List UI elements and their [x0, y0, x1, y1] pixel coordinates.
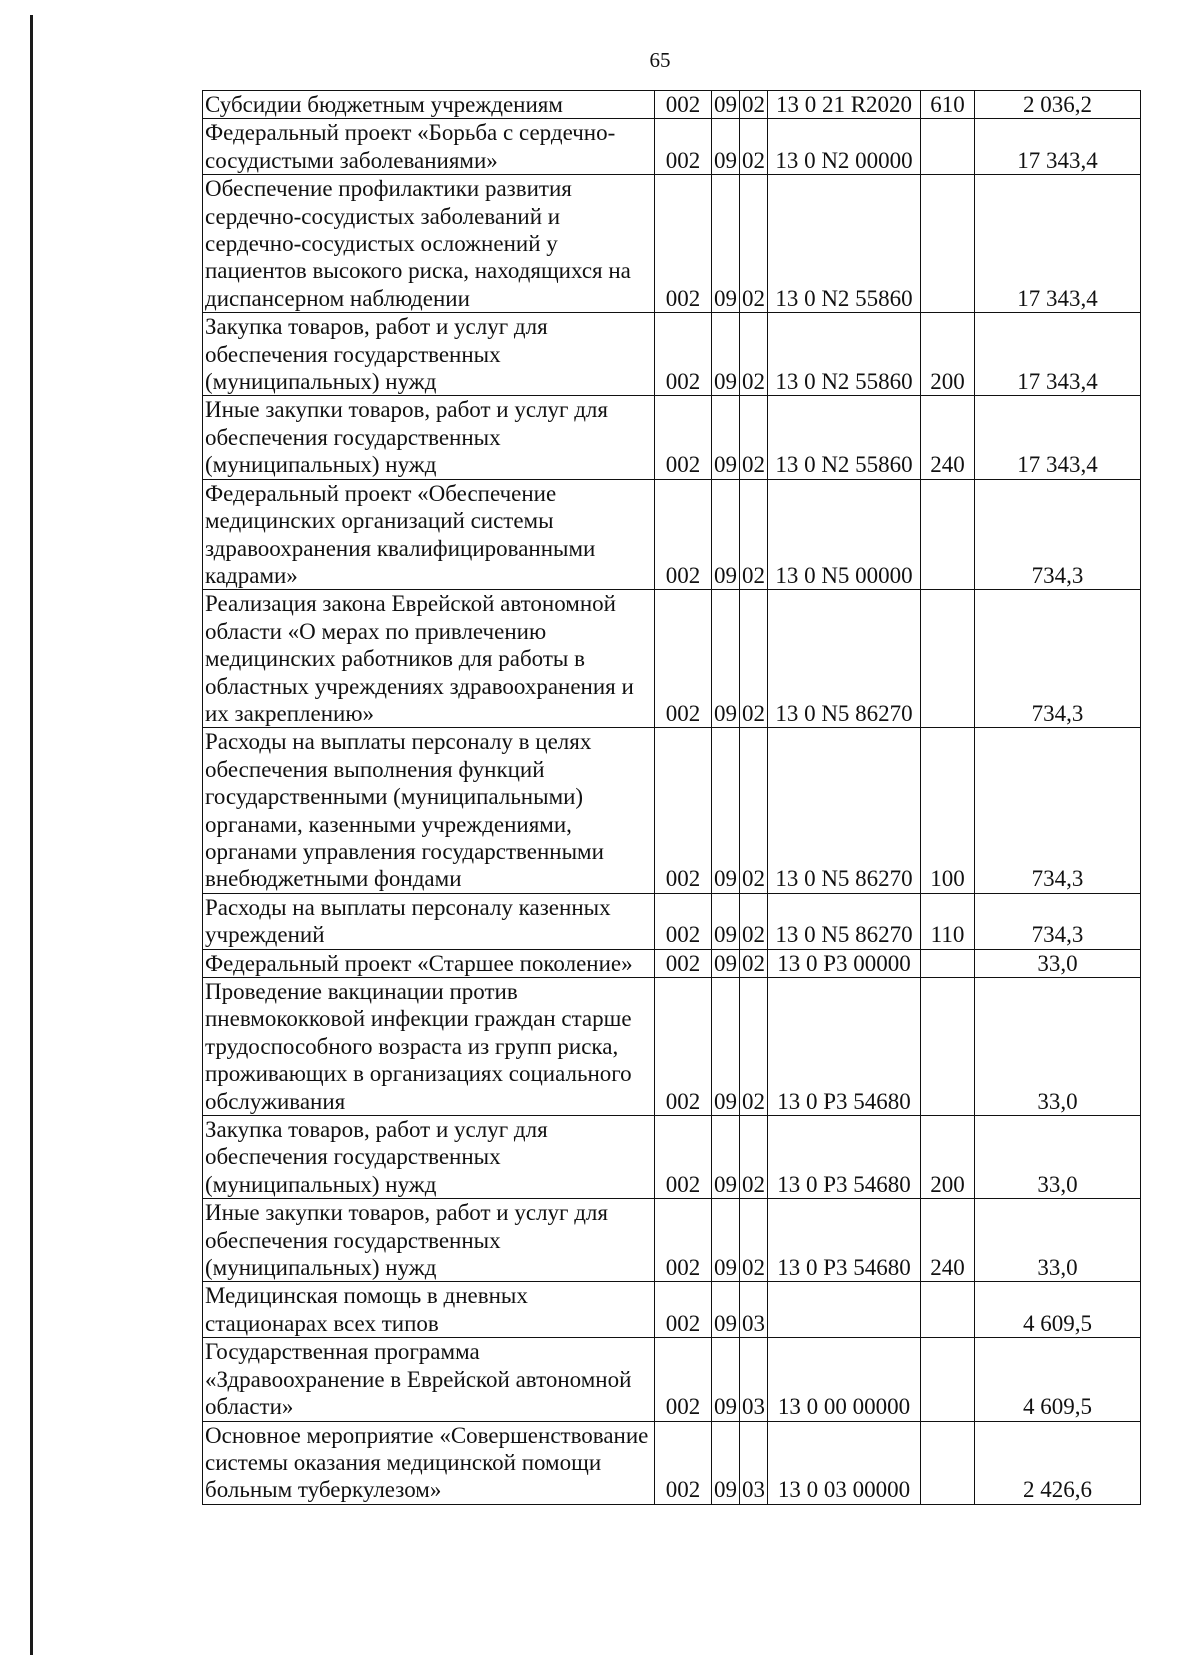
row-target-article: 13 0 N2 00000	[768, 119, 921, 175]
table-row	[203, 119, 1141, 175]
row-section-code: 09	[712, 91, 740, 119]
row-name: Иные закупки товаров, работ и услуг для обеспечения государственных (муниципальных) нужд	[203, 1199, 655, 1282]
table-row	[203, 1116, 1141, 1199]
row-expense-type: 100	[921, 728, 975, 893]
row-target-article: 13 0 P3 54680	[768, 1199, 921, 1282]
row-name: Основное мероприятие «Совершенствование системы оказания медицинской помощи больным туберкулезом»	[203, 1421, 655, 1504]
row-ved-code: 002	[655, 1116, 712, 1199]
row-expense-type: 240	[921, 396, 975, 479]
table-row	[203, 479, 1141, 590]
row-ved-code: 002	[655, 1199, 712, 1282]
row-section-code: 09	[712, 1199, 740, 1282]
row-amount: 734,3	[975, 893, 1141, 949]
row-name: Федеральный проект «Борьба с сердечно-сосудистыми заболеваниями»	[203, 119, 655, 175]
row-subsection-code: 02	[740, 175, 768, 313]
table-row	[203, 1282, 1141, 1338]
row-subsection-code: 02	[740, 949, 768, 977]
row-expense-type	[921, 978, 975, 1116]
row-expense-type	[921, 949, 975, 977]
row-amount: 17 343,4	[975, 175, 1141, 313]
row-name: Расходы на выплаты персоналу в целях обеспечения выполнения функций государственными (муниципальными) органами, казенными учреждениями, органами управления государственными внебюджетными фондами	[203, 728, 655, 893]
row-subsection-code: 02	[740, 479, 768, 590]
row-subsection-code: 02	[740, 313, 768, 396]
table-row	[203, 590, 1141, 728]
page-number: 65	[649, 48, 671, 72]
row-ved-code: 002	[655, 1282, 712, 1338]
row-name: Проведение вакцинации против пневмококковой инфекции граждан старше трудоспособного возраста из групп риска, проживающих в организациях социального обслуживания	[203, 978, 655, 1116]
table-row	[203, 1338, 1141, 1421]
row-name: Закупка товаров, работ и услуг для обеспечения государственных (муниципальных) нужд	[203, 1116, 655, 1199]
row-target-article	[768, 1282, 921, 1338]
row-target-article: 13 0 03 00000	[768, 1421, 921, 1504]
row-target-article: 13 0 P3 54680	[768, 1116, 921, 1199]
row-expense-type: 110	[921, 893, 975, 949]
row-amount: 17 343,4	[975, 396, 1141, 479]
row-section-code: 09	[712, 119, 740, 175]
row-amount: 17 343,4	[975, 119, 1141, 175]
table-row	[203, 893, 1141, 949]
row-ved-code: 002	[655, 978, 712, 1116]
row-section-code: 09	[712, 1338, 740, 1421]
table-row	[203, 396, 1141, 479]
row-name: Федеральный проект «Обеспечение медицинских организаций системы здравоохранения квалифицированными кадрами»	[203, 479, 655, 590]
row-name: Субсидии бюджетным учреждениям	[203, 91, 655, 119]
row-name: Федеральный проект «Старшее поколение»	[203, 949, 655, 977]
row-subsection-code: 02	[740, 396, 768, 479]
row-section-code: 09	[712, 893, 740, 949]
table-row	[203, 1199, 1141, 1282]
row-subsection-code: 02	[740, 119, 768, 175]
row-target-article: 13 0 P3 00000	[768, 949, 921, 977]
row-subsection-code: 02	[740, 91, 768, 119]
row-section-code: 09	[712, 479, 740, 590]
row-section-code: 09	[712, 1282, 740, 1338]
table-body	[203, 91, 1141, 1505]
row-expense-type	[921, 590, 975, 728]
row-subsection-code: 03	[740, 1282, 768, 1338]
row-amount: 734,3	[975, 590, 1141, 728]
row-target-article: 13 0 00 00000	[768, 1338, 921, 1421]
row-ved-code: 002	[655, 1338, 712, 1421]
row-amount: 734,3	[975, 479, 1141, 590]
row-ved-code: 002	[655, 313, 712, 396]
row-section-code: 09	[712, 978, 740, 1116]
row-subsection-code: 02	[740, 1199, 768, 1282]
table-row	[203, 728, 1141, 893]
row-ved-code: 002	[655, 949, 712, 977]
row-subsection-code: 02	[740, 1116, 768, 1199]
table-row	[203, 313, 1141, 396]
row-name: Иные закупки товаров, работ и услуг для обеспечения государственных (муниципальных) нужд	[203, 396, 655, 479]
row-section-code: 09	[712, 396, 740, 479]
budget-table	[202, 90, 1141, 1505]
row-target-article: 13 0 N5 86270	[768, 590, 921, 728]
row-ved-code: 002	[655, 1421, 712, 1504]
row-amount: 33,0	[975, 949, 1141, 977]
row-expense-type	[921, 1338, 975, 1421]
row-subsection-code: 02	[740, 728, 768, 893]
row-amount: 734,3	[975, 728, 1141, 893]
row-target-article: 13 0 N5 00000	[768, 479, 921, 590]
row-target-article: 13 0 P3 54680	[768, 978, 921, 1116]
row-expense-type	[921, 1282, 975, 1338]
row-expense-type	[921, 119, 975, 175]
row-expense-type	[921, 175, 975, 313]
row-amount: 17 343,4	[975, 313, 1141, 396]
row-amount: 2 036,2	[975, 91, 1141, 119]
row-ved-code: 002	[655, 396, 712, 479]
row-section-code: 09	[712, 175, 740, 313]
row-subsection-code: 03	[740, 1338, 768, 1421]
row-ved-code: 002	[655, 479, 712, 590]
row-ved-code: 002	[655, 119, 712, 175]
row-amount: 4 609,5	[975, 1338, 1141, 1421]
table-row	[203, 978, 1141, 1116]
row-section-code: 09	[712, 1116, 740, 1199]
row-amount: 33,0	[975, 1116, 1141, 1199]
row-ved-code: 002	[655, 893, 712, 949]
row-amount: 33,0	[975, 1199, 1141, 1282]
row-expense-type: 240	[921, 1199, 975, 1282]
table-row	[203, 949, 1141, 977]
row-subsection-code: 02	[740, 590, 768, 728]
row-target-article: 13 0 21 R2020	[768, 91, 921, 119]
row-name: Закупка товаров, работ и услуг для обеспечения государственных (муниципальных) нужд	[203, 313, 655, 396]
row-section-code: 09	[712, 728, 740, 893]
table-row	[203, 1421, 1141, 1504]
row-ved-code: 002	[655, 590, 712, 728]
row-name: Государственная программа «Здравоохранение в Еврейской автономной области»	[203, 1338, 655, 1421]
row-subsection-code: 03	[740, 1421, 768, 1504]
row-expense-type: 200	[921, 313, 975, 396]
row-section-code: 09	[712, 313, 740, 396]
row-ved-code: 002	[655, 91, 712, 119]
row-amount: 2 426,6	[975, 1421, 1141, 1504]
row-name: Расходы на выплаты персоналу казенных учреждений	[203, 893, 655, 949]
row-name: Реализация закона Еврейской автономной области «О мерах по привлечению медицинских работников для работы в областных учреждениях здравоохранения и их закреплению»	[203, 590, 655, 728]
row-amount: 4 609,5	[975, 1282, 1141, 1338]
row-ved-code: 002	[655, 728, 712, 893]
row-target-article: 13 0 N2 55860	[768, 313, 921, 396]
row-section-code: 09	[712, 590, 740, 728]
row-target-article: 13 0 N2 55860	[768, 396, 921, 479]
row-target-article: 13 0 N2 55860	[768, 175, 921, 313]
table-row	[203, 175, 1141, 313]
row-expense-type: 610	[921, 91, 975, 119]
row-amount: 33,0	[975, 978, 1141, 1116]
row-section-code: 09	[712, 1421, 740, 1504]
row-subsection-code: 02	[740, 978, 768, 1116]
row-target-article: 13 0 N5 86270	[768, 728, 921, 893]
row-expense-type: 200	[921, 1116, 975, 1199]
row-subsection-code: 02	[740, 893, 768, 949]
row-name: Обеспечение профилактики развития сердечно-сосудистых заболеваний и сердечно-сосудистых осложнений у пациентов высокого риска, находящихся на диспансерном наблюдении	[203, 175, 655, 313]
table-row	[203, 91, 1141, 119]
row-ved-code: 002	[655, 175, 712, 313]
row-expense-type	[921, 1421, 975, 1504]
row-expense-type	[921, 479, 975, 590]
row-target-article: 13 0 N5 86270	[768, 893, 921, 949]
left-margin-line	[30, 15, 33, 1655]
row-name: Медицинская помощь в дневных стационарах всех типов	[203, 1282, 655, 1338]
row-section-code: 09	[712, 949, 740, 977]
